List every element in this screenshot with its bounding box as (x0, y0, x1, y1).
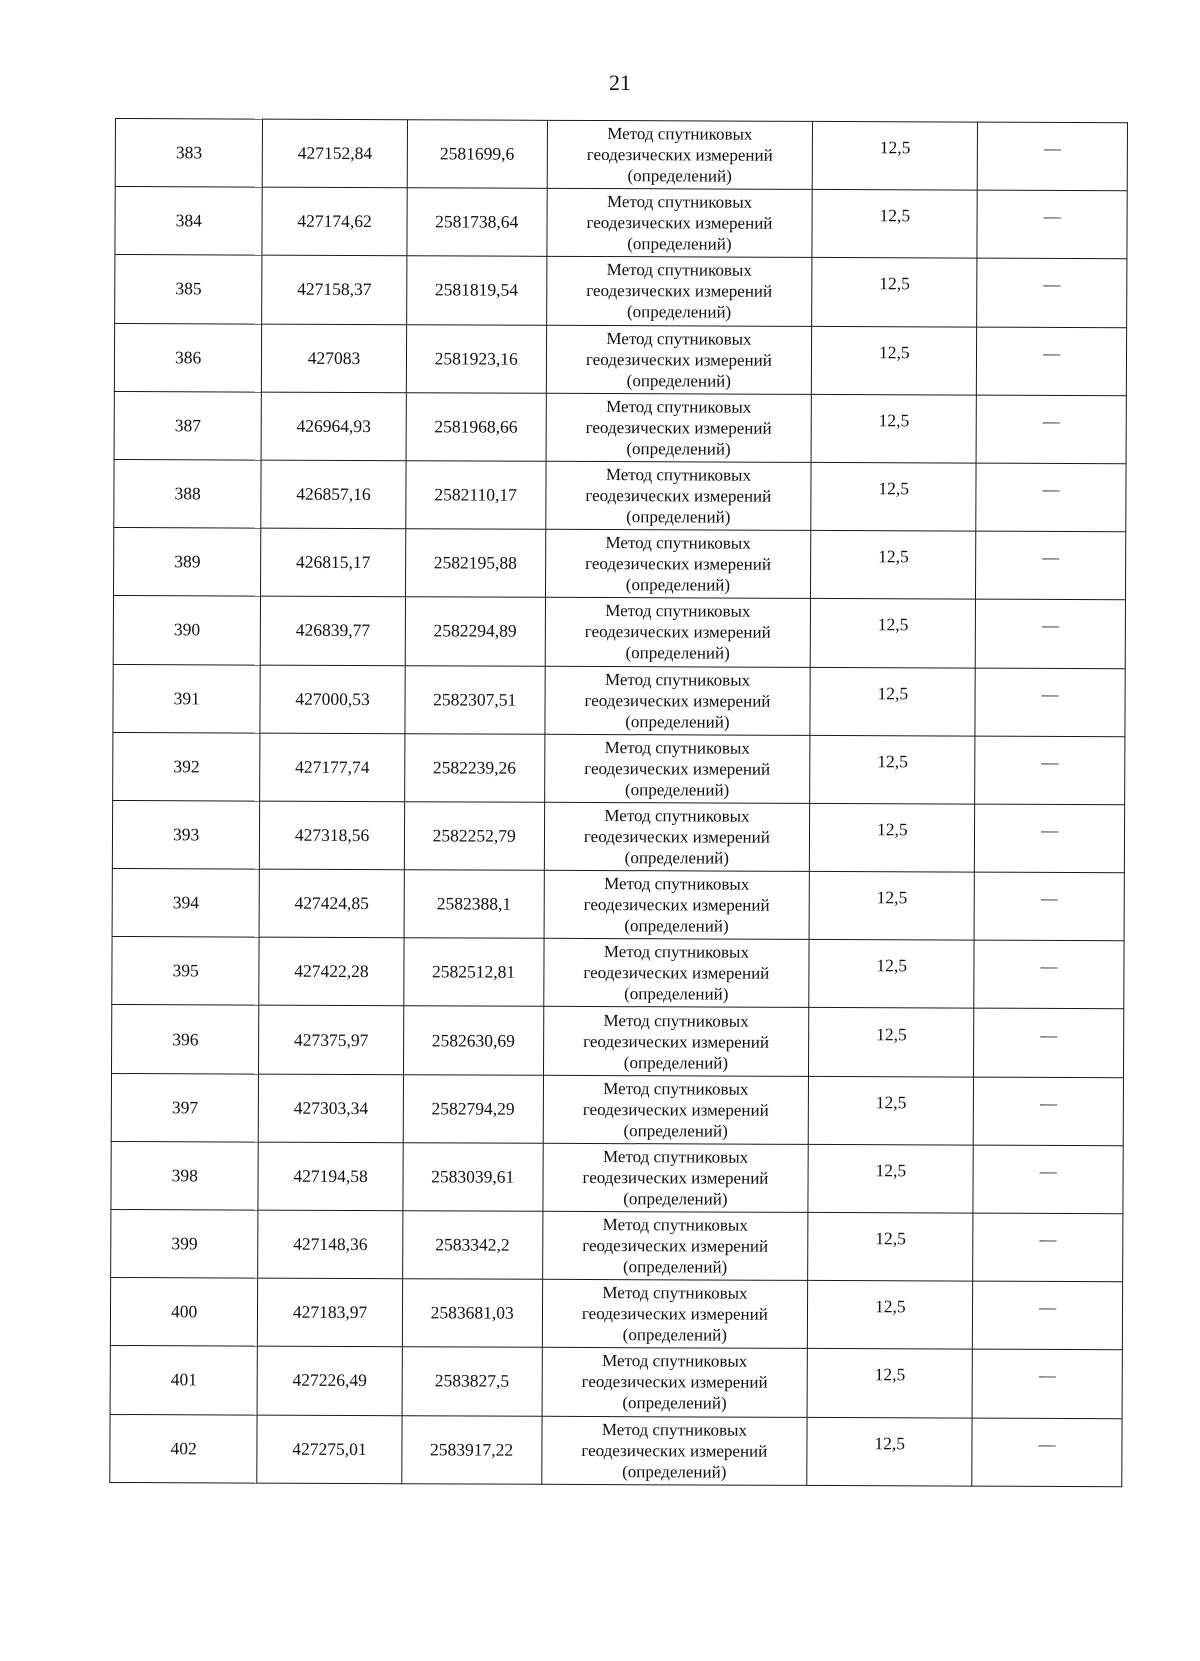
y-coordinate-cell: 2583827,5 (402, 1347, 542, 1416)
method-line: (определений) (622, 1325, 727, 1345)
method-cell (542, 1416, 808, 1485)
accuracy-cell (812, 258, 978, 327)
accuracy-cell (810, 735, 976, 804)
method-line: (определений) (626, 507, 731, 527)
table-row (113, 528, 1125, 600)
table-row (114, 459, 1126, 531)
note-cell (976, 599, 1126, 668)
method-cell (544, 734, 810, 803)
method-line: (определений) (622, 1257, 728, 1277)
accuracy-cell (810, 599, 976, 668)
accuracy-cell (812, 121, 978, 190)
point-number-cell: 393 (112, 800, 260, 869)
note-cell (973, 1145, 1123, 1214)
point-number-cell: 396 (111, 1005, 259, 1074)
method-line: геодезических измерений (585, 554, 772, 574)
note-cell (977, 258, 1127, 327)
x-coordinate-cell: 426857,16 (261, 460, 406, 529)
coordinates-table-container (109, 118, 1128, 1487)
table-row (115, 187, 1127, 259)
table-row (111, 1209, 1123, 1281)
note-cell (975, 668, 1125, 737)
method-line: геодезических измерений (586, 145, 773, 165)
accuracy-cell (809, 803, 975, 872)
x-coordinate-cell: 427148,36 (258, 1210, 403, 1279)
method-line: геодезических измерений (583, 1031, 770, 1052)
method-cell (544, 939, 810, 1008)
method-line: Метод спутниковых (606, 328, 752, 349)
note-cell (974, 1077, 1124, 1146)
method-line: геодезических измерений (583, 895, 770, 915)
method-line: геодезических измерений (583, 963, 770, 984)
note-cell (975, 804, 1125, 873)
method-line: геодезических измерений (583, 826, 770, 847)
method-line: (определений) (624, 984, 729, 1004)
accuracy-cell (809, 871, 975, 940)
x-coordinate-cell: 427303,34 (259, 1074, 404, 1143)
y-coordinate-cell: 2582630,69 (403, 1006, 543, 1075)
note-dash: — (1042, 548, 1060, 568)
y-coordinate-cell: 2581819,54 (406, 256, 546, 325)
accuracy-cell (809, 940, 975, 1009)
accuracy-value: 12,5 (874, 1432, 906, 1453)
x-coordinate-cell: 427152,84 (263, 119, 408, 188)
method-line: (определений) (622, 1461, 727, 1482)
note-dash: — (1038, 1366, 1056, 1386)
x-coordinate-cell: 427422,28 (259, 937, 404, 1006)
point-number-cell: 398 (111, 1141, 259, 1210)
accuracy-value: 12,5 (878, 410, 910, 431)
method-line: (определений) (624, 779, 730, 800)
point-number-cell: 387 (114, 391, 262, 460)
note-dash: — (1040, 1025, 1058, 1045)
method-cell (543, 1075, 809, 1144)
method-line: (определений) (626, 438, 731, 459)
note-dash: — (1042, 479, 1060, 499)
method-line: Метод спутниковых (606, 192, 753, 212)
y-coordinate-cell: 2582294,89 (405, 597, 545, 666)
table-row (110, 1278, 1122, 1350)
x-coordinate-cell: 427424,85 (259, 869, 404, 938)
accuracy-value: 12,5 (875, 1091, 907, 1113)
accuracy-value: 12,5 (874, 1296, 906, 1317)
y-coordinate-cell: 2583917,22 (401, 1415, 541, 1484)
x-coordinate-cell: 427183,97 (258, 1278, 403, 1347)
y-coordinate-cell: 2582110,17 (405, 461, 545, 530)
note-cell (977, 190, 1127, 259)
note-cell (974, 940, 1124, 1009)
method-line: Метод спутниковых (605, 465, 752, 485)
table-row (111, 1005, 1123, 1077)
method-cell (542, 1348, 808, 1417)
note-dash: — (1044, 138, 1062, 159)
x-coordinate-cell: 427318,56 (260, 801, 405, 870)
point-number-cell: 388 (114, 459, 262, 528)
note-dash: — (1041, 820, 1059, 840)
x-coordinate-cell: 427174,62 (262, 187, 407, 256)
method-line: Метод спутниковых (605, 533, 751, 553)
accuracy-value: 12,5 (877, 614, 909, 635)
point-number-cell: 383 (115, 119, 263, 188)
accuracy-cell (807, 1281, 973, 1350)
note-dash: — (1040, 889, 1058, 909)
note-dash: — (1039, 1298, 1057, 1318)
accuracy-cell (809, 1008, 975, 1077)
point-number-cell: 397 (111, 1073, 259, 1142)
note-dash: — (1043, 275, 1061, 295)
table-row (112, 869, 1124, 941)
y-coordinate-cell: 2582239,26 (404, 733, 544, 802)
method-line: Метод спутниковых (601, 1419, 748, 1440)
accuracy-value: 12,5 (875, 1160, 907, 1181)
method-line: Метод спутниковых (604, 874, 750, 894)
y-coordinate-cell: 2583342,2 (402, 1211, 542, 1280)
method-line: Метод спутниковых (603, 1078, 749, 1099)
y-coordinate-cell: 2581968,66 (406, 392, 546, 461)
method-line: (определений) (624, 916, 729, 936)
method-cell (547, 188, 813, 257)
note-cell (974, 872, 1124, 941)
y-coordinate-cell: 2582794,29 (403, 1074, 543, 1143)
x-coordinate-cell: 427226,49 (257, 1346, 402, 1415)
coordinates-table (109, 118, 1128, 1487)
method-cell (542, 1279, 808, 1348)
accuracy-value: 12,5 (876, 887, 908, 908)
point-number-cell: 401 (110, 1346, 258, 1415)
page-number: 21 (609, 70, 631, 95)
note-cell (976, 395, 1126, 464)
method-line: геодезических измерений (585, 486, 772, 506)
accuracy-cell (811, 326, 977, 395)
accuracy-value: 12,5 (878, 478, 910, 499)
method-line: геодезических измерений (586, 281, 773, 302)
table-row (111, 1141, 1123, 1213)
accuracy-cell (810, 667, 976, 736)
note-dash: — (1041, 752, 1059, 772)
y-coordinate-cell: 2582512,81 (403, 938, 543, 1007)
x-coordinate-cell: 426839,77 (261, 596, 406, 665)
x-coordinate-cell: 427083 (262, 324, 407, 393)
x-coordinate-cell: 427158,37 (262, 255, 407, 324)
accuracy-value: 12,5 (877, 682, 909, 703)
method-line: Метод спутниковых (605, 601, 751, 622)
note-cell (972, 1349, 1122, 1418)
accuracy-cell (807, 1349, 973, 1418)
note-dash: — (1039, 1161, 1057, 1181)
note-cell (975, 736, 1125, 805)
point-number-cell: 384 (115, 187, 263, 256)
note-dash: — (1043, 207, 1061, 227)
x-coordinate-cell: 427375,97 (259, 1006, 404, 1075)
note-cell (976, 463, 1126, 532)
note-dash: — (1042, 616, 1060, 636)
method-line: геодезических измерений (585, 349, 772, 370)
x-coordinate-cell: 426964,93 (261, 392, 406, 461)
note-cell (973, 1281, 1123, 1350)
accuracy-value: 12,5 (875, 1228, 906, 1249)
method-line: (определений) (622, 1393, 727, 1414)
accuracy-value: 12,5 (874, 1364, 906, 1385)
accuracy-cell (808, 1212, 974, 1281)
method-line: (определений) (626, 370, 731, 391)
point-number-cell: 385 (115, 255, 263, 324)
method-line: Метод спутниковых (603, 1010, 749, 1031)
table-row (113, 732, 1125, 804)
note-dash: — (1038, 1434, 1056, 1454)
accuracy-value: 12,5 (876, 1023, 907, 1044)
method-line: геодезических измерений (584, 758, 771, 779)
table-row (113, 596, 1125, 668)
method-cell (546, 325, 812, 394)
method-line: Метод спутниковых (606, 396, 752, 417)
method-line: Метод спутниковых (604, 806, 750, 826)
method-line: Метод спутниковых (606, 260, 752, 281)
method-line: Метод спутниковых (604, 737, 750, 758)
note-cell (978, 122, 1128, 191)
method-line: (определений) (626, 302, 732, 323)
note-dash: — (1040, 957, 1058, 977)
note-dash: — (1040, 1093, 1058, 1113)
method-line: Метод спутниковых (604, 669, 751, 690)
accuracy-value: 12,5 (876, 819, 908, 840)
method-line: (определений) (627, 166, 732, 186)
table-row (115, 119, 1127, 191)
accuracy-value: 12,5 (879, 205, 911, 226)
method-line: (определений) (624, 848, 729, 868)
y-coordinate-cell: 2581738,64 (407, 188, 547, 257)
y-coordinate-cell: 2582252,79 (404, 802, 544, 871)
method-line: геодезических измерений (584, 622, 771, 643)
table-body (110, 119, 1128, 1487)
y-coordinate-cell: 2582307,51 (405, 665, 545, 734)
method-cell (544, 870, 810, 939)
point-number-cell: 402 (110, 1414, 258, 1483)
point-number-cell: 395 (112, 937, 260, 1006)
table-row (114, 323, 1126, 395)
method-line: Метод спутниковых (603, 942, 750, 963)
accuracy-value: 12,5 (878, 341, 910, 362)
point-number-cell: 391 (113, 664, 261, 733)
note-dash: — (1039, 1229, 1057, 1250)
method-line: (определений) (623, 1120, 728, 1141)
x-coordinate-cell: 427177,74 (260, 733, 405, 802)
y-coordinate-cell: 2583681,03 (402, 1279, 542, 1348)
accuracy-cell (811, 531, 977, 600)
method-line: (определений) (625, 643, 730, 663)
point-number-cell: 390 (113, 596, 261, 665)
accuracy-value: 12,5 (879, 273, 910, 294)
note-cell (977, 327, 1127, 396)
point-number-cell: 400 (110, 1278, 258, 1347)
accuracy-cell (811, 394, 977, 463)
method-cell (545, 598, 811, 667)
note-cell (973, 1213, 1123, 1282)
table-row (115, 255, 1127, 327)
method-line: (определений) (625, 711, 730, 732)
table-row (112, 937, 1124, 1009)
accuracy-cell (811, 462, 977, 531)
method-cell (546, 257, 812, 326)
table-row (112, 800, 1124, 872)
method-line: геодезических измерений (582, 1167, 769, 1188)
point-number-cell: 389 (113, 528, 261, 597)
accuracy-value: 12,5 (878, 546, 909, 567)
y-coordinate-cell: 2581923,16 (406, 324, 546, 393)
point-number-cell: 392 (113, 732, 261, 801)
method-cell (546, 461, 812, 530)
method-cell (543, 1007, 809, 1076)
method-line: геодезических измерений (582, 1236, 769, 1256)
accuracy-value: 12,5 (876, 955, 908, 976)
y-coordinate-cell: 2583039,61 (403, 1143, 543, 1212)
method-line: Метод спутниковых (602, 1351, 748, 1372)
method-line: геодезических измерений (586, 213, 773, 234)
point-number-cell: 394 (112, 869, 260, 938)
accuracy-cell (808, 1144, 974, 1213)
note-cell (974, 1009, 1124, 1078)
method-cell (547, 120, 813, 189)
table-row (114, 391, 1126, 463)
method-line: Метод спутниковых (602, 1215, 748, 1235)
point-number-cell: 386 (114, 323, 262, 392)
x-coordinate-cell: 427000,53 (260, 665, 405, 734)
note-cell (972, 1418, 1122, 1487)
method-line: Метод спутниковых (602, 1146, 749, 1167)
y-coordinate-cell: 2582388,1 (404, 870, 544, 939)
point-number-cell: 399 (111, 1209, 259, 1278)
table-row (113, 664, 1125, 736)
method-line: (определений) (625, 575, 731, 595)
method-cell (546, 393, 812, 462)
accuracy-value: 12,5 (877, 750, 908, 772)
method-cell (543, 1143, 809, 1212)
method-line: геодезических измерений (585, 417, 772, 438)
method-cell (544, 802, 810, 871)
y-coordinate-cell: 2581699,6 (407, 120, 547, 189)
method-cell (542, 1211, 808, 1280)
method-cell (545, 529, 811, 598)
method-cell (545, 666, 811, 735)
note-dash: — (1042, 411, 1060, 431)
method-line: (определений) (627, 234, 732, 254)
method-line: (определений) (623, 1189, 728, 1209)
x-coordinate-cell: 426815,17 (261, 528, 406, 597)
method-line: геодезических измерений (581, 1304, 768, 1325)
table-row (110, 1414, 1122, 1486)
table-row (110, 1346, 1122, 1418)
accuracy-cell (812, 190, 978, 259)
method-line: (определений) (623, 1052, 729, 1073)
method-line: Метод спутниковых (607, 124, 753, 144)
y-coordinate-cell: 2582195,88 (405, 529, 545, 598)
x-coordinate-cell: 427275,01 (257, 1415, 402, 1484)
note-dash: — (1041, 684, 1059, 704)
method-line: геодезических измерений (582, 1099, 769, 1120)
method-line: геодезических измерений (584, 690, 771, 711)
table-row (111, 1073, 1123, 1145)
method-line: геодезических измерений (581, 1372, 768, 1393)
accuracy-cell (807, 1417, 973, 1486)
note-dash: — (1043, 343, 1061, 363)
accuracy-value: 12,5 (879, 137, 911, 158)
x-coordinate-cell: 427194,58 (258, 1142, 403, 1211)
accuracy-cell (808, 1076, 974, 1145)
note-cell (976, 531, 1126, 600)
method-line: геодезических измерений (581, 1440, 768, 1461)
method-line: Метод спутниковых (602, 1283, 748, 1303)
